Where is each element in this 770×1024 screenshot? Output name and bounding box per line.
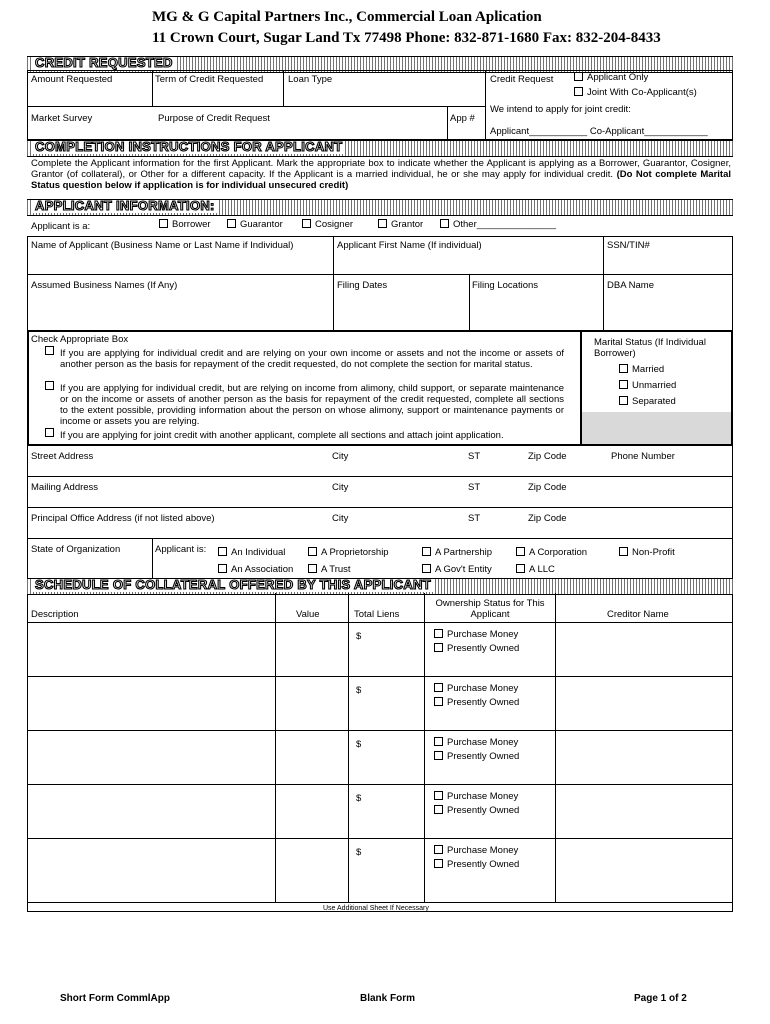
applicant-signature-line[interactable]: Applicant___________ Co-Applicant____________ bbox=[490, 126, 708, 137]
form-title: MG & G Capital Partners Inc., Commercial Loan Aplication bbox=[152, 9, 542, 25]
state-org-field[interactable]: State of Organization bbox=[31, 544, 121, 555]
purchase-money-checkbox[interactable]: Purchase Money bbox=[434, 737, 518, 748]
principal-address-field[interactable]: Principal Office Address (if not listed above) bbox=[31, 513, 215, 524]
married-checkbox[interactable]: Married bbox=[619, 364, 664, 375]
guarantor-checkbox[interactable]: Guarantor bbox=[227, 219, 283, 230]
loan-type-field[interactable]: Loan Type bbox=[288, 74, 333, 85]
marital-status-label: Marital Status (If Individual Borrower) bbox=[594, 337, 706, 359]
footer-blank-form: Blank Form bbox=[360, 993, 416, 1004]
opt3-text: If you are applying for joint credit with another applicant, complete all sections and attach joint application. bbox=[60, 430, 504, 441]
opt2-checkbox[interactable] bbox=[45, 381, 54, 390]
proprietorship-checkbox[interactable]: A Proprietorship bbox=[308, 547, 389, 558]
purchase-money-checkbox[interactable]: Purchase Money bbox=[434, 845, 518, 856]
gov-entity-checkbox[interactable]: A Gov't Entity bbox=[422, 564, 492, 575]
instructions-text: Complete the Applicant information for the first Applicant. Mark the appropriate box to indicate whether the Applicant is applying as a Borrower, Guarantor, Cosigner, Grantor (of collateral), or Other for a different capacity. If the Applicant is a married individual, he or she may apply for individual credit. (Do Not complete Marital Status question below if application is for individual unsecured credit) bbox=[31, 158, 732, 191]
assumed-names-field[interactable]: Assumed Business Names (If Any) bbox=[31, 280, 178, 291]
applicant-is-label: Applicant is a: bbox=[31, 221, 91, 232]
presently-owned-checkbox[interactable]: Presently Owned bbox=[434, 697, 519, 708]
joint-checkbox[interactable]: Joint With Co-Applicant(s) bbox=[574, 87, 697, 98]
liens-dollar[interactable]: $ bbox=[356, 793, 362, 804]
street-st-field[interactable]: ST bbox=[468, 451, 481, 462]
mailing-st-field[interactable]: ST bbox=[468, 482, 481, 493]
street-zip-field[interactable]: Zip Code bbox=[528, 451, 567, 462]
joint-intent-label: We intend to apply for joint credit: bbox=[490, 104, 631, 115]
market-survey-field[interactable]: Market Survey bbox=[31, 113, 93, 124]
credit-requested-heading: CREDIT REQUESTED bbox=[27, 56, 733, 73]
company-address: 11 Crown Court, Sugar Land Tx 77498 Phone: 832-871-1680 Fax: 832-204-8433 bbox=[152, 30, 661, 46]
presently-owned-checkbox[interactable]: Presently Owned bbox=[434, 859, 519, 870]
opt1-checkbox[interactable] bbox=[45, 346, 54, 355]
unmarried-checkbox[interactable]: Unmarried bbox=[619, 380, 676, 391]
presently-owned-checkbox[interactable]: Presently Owned bbox=[434, 805, 519, 816]
presently-owned-checkbox[interactable]: Presently Owned bbox=[434, 751, 519, 762]
phone-field[interactable]: Phone Number bbox=[611, 451, 675, 462]
instructions-heading: COMPLETION INSTRUCTIONS FOR APPLICANT bbox=[27, 140, 733, 157]
collateral-heading: SCHEDULE OF COLLATERAL OFFERED BY THIS APPLICANT bbox=[27, 578, 733, 595]
corporation-checkbox[interactable]: A Corporation bbox=[516, 547, 587, 558]
liens-dollar[interactable]: $ bbox=[356, 685, 362, 696]
borrower-checkbox[interactable]: Borrower bbox=[159, 219, 211, 230]
dba-field[interactable]: DBA Name bbox=[607, 280, 654, 291]
principal-st-field[interactable]: ST bbox=[468, 513, 481, 524]
shaded-cell bbox=[582, 412, 731, 444]
opt3-checkbox[interactable] bbox=[45, 428, 54, 437]
principal-zip-field[interactable]: Zip Code bbox=[528, 513, 567, 524]
other-checkbox[interactable]: Other_______________ bbox=[440, 219, 556, 230]
filing-locations-field[interactable]: Filing Locations bbox=[472, 280, 539, 291]
value-header: Value bbox=[296, 609, 320, 620]
grantor-checkbox[interactable]: Grantor bbox=[378, 219, 423, 230]
purchase-money-checkbox[interactable]: Purchase Money bbox=[434, 629, 518, 640]
street-address-field[interactable]: Street Address bbox=[31, 451, 94, 462]
check-appropriate-label: Check Appropriate Box bbox=[31, 334, 129, 345]
ssn-field[interactable]: SSN/TIN# bbox=[607, 240, 650, 251]
partnership-checkbox[interactable]: A Partnership bbox=[422, 547, 492, 558]
liens-dollar[interactable]: $ bbox=[356, 847, 362, 858]
opt1-text: If you are applying for individual credit and are relying on your own income or assets and not the income or assets of another person as the basis for repayment of the credit requested, do not complete the section for marital status. bbox=[60, 348, 564, 370]
applicant-info-heading: APPLICANT INFORMATION: bbox=[27, 199, 733, 216]
additional-sheet-note: Use Additional Sheet If Necessary bbox=[323, 905, 429, 912]
first-name-field[interactable]: Applicant First Name (If individual) bbox=[337, 240, 482, 251]
trust-checkbox[interactable]: A Trust bbox=[308, 564, 351, 575]
footer-form-name: Short Form CommlApp bbox=[60, 993, 170, 1004]
separated-checkbox[interactable]: Separated bbox=[619, 396, 676, 407]
term-field[interactable]: Term of Credit Requested bbox=[155, 74, 264, 85]
liens-dollar[interactable]: $ bbox=[356, 631, 362, 642]
applicant-name-field[interactable]: Name of Applicant (Business Name or Last Name if Individual) bbox=[31, 240, 294, 251]
mailing-city-field[interactable]: City bbox=[332, 482, 349, 493]
amount-requested-field[interactable]: Amount Requested bbox=[31, 74, 113, 85]
applicant-is-entity-label: Applicant is: bbox=[155, 544, 207, 555]
credit-request-label: Credit Request bbox=[490, 74, 554, 85]
opt2-text: If you are applying for individual credit, but are relying on income from alimony, child support, or separate maintenance or on the income or assets of another person as the basis for repayment of the credit requested, complete all sections to the extent possible, providing information about the person on whose alimony, support or maintenance payments or income or assets you are relying. bbox=[60, 383, 564, 427]
llc-checkbox[interactable]: A LLC bbox=[516, 564, 555, 575]
street-city-field[interactable]: City bbox=[332, 451, 349, 462]
purchase-money-checkbox[interactable]: Purchase Money bbox=[434, 791, 518, 802]
principal-city-field[interactable]: City bbox=[332, 513, 349, 524]
mailing-address-field[interactable]: Mailing Address bbox=[31, 482, 99, 493]
presently-owned-checkbox[interactable]: Presently Owned bbox=[434, 643, 519, 654]
footer-page-number: Page 1 of 2 bbox=[634, 993, 687, 1004]
app-number-field[interactable]: App # bbox=[450, 113, 475, 124]
mailing-zip-field[interactable]: Zip Code bbox=[528, 482, 567, 493]
purpose-field[interactable]: Purpose of Credit Request bbox=[158, 113, 270, 124]
applicant-only-checkbox[interactable]: Applicant Only bbox=[574, 72, 648, 83]
non-profit-checkbox[interactable]: Non-Profit bbox=[619, 547, 675, 558]
individual-checkbox[interactable]: An Individual bbox=[218, 547, 285, 558]
filing-dates-field[interactable]: Filing Dates bbox=[337, 280, 388, 291]
description-header: Description bbox=[31, 609, 79, 620]
association-checkbox[interactable]: An Association bbox=[218, 564, 293, 575]
ownership-header: Ownership Status for This Applicant bbox=[435, 598, 545, 620]
creditor-header: Creditor Name bbox=[607, 609, 669, 620]
total-liens-header: Total Liens bbox=[354, 609, 400, 620]
cosigner-checkbox[interactable]: Cosigner bbox=[302, 219, 353, 230]
liens-dollar[interactable]: $ bbox=[356, 739, 362, 750]
purchase-money-checkbox[interactable]: Purchase Money bbox=[434, 683, 518, 694]
